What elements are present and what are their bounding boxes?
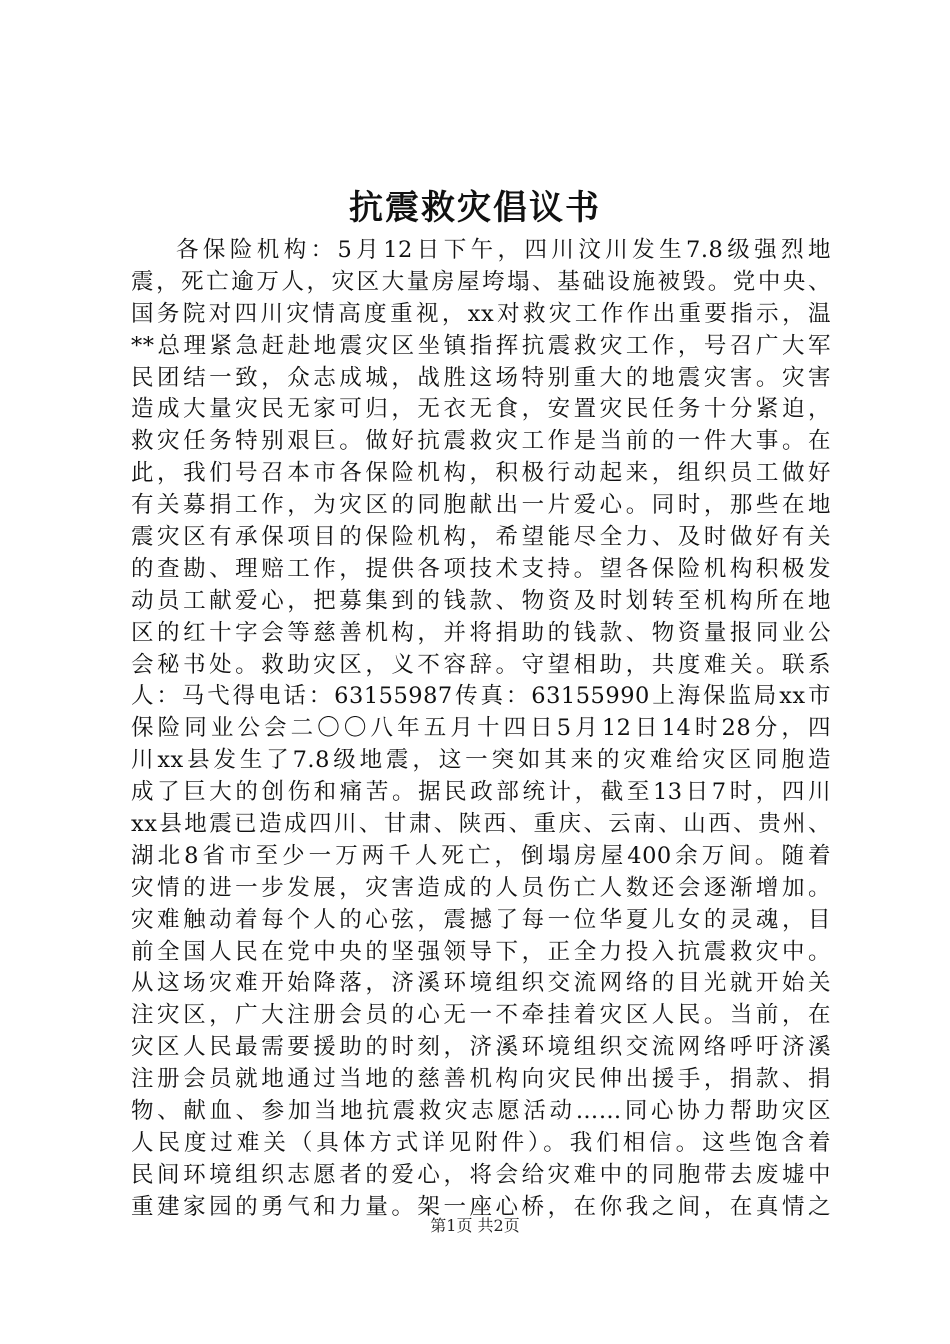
body-line: 重建家园的勇气和力量。架一座心桥，在你我之间，在真情之 bbox=[131, 1193, 831, 1220]
body-line: 注灾区，广大注册会员的心无一不牵挂着灾区人民。当前，在 bbox=[131, 1002, 831, 1029]
body-line: xx县地震已造成四川、甘肃、陕西、重庆、云南、山西、贵州、 bbox=[131, 811, 831, 838]
page-footer bbox=[0, 1215, 950, 1237]
body-line: 的查勘、理赔工作，提供各项技术支持。望各保险机构积极发 bbox=[131, 555, 831, 582]
page-number: 第1页 共2页 bbox=[430, 1216, 520, 1235]
body-line: 灾情的进一步发展，灾害造成的人员伤亡人数还会逐渐增加。 bbox=[131, 874, 831, 901]
body-line: 造成大量灾民无家可归，无衣无食，安置灾民任务十分紧迫， bbox=[131, 396, 831, 423]
body-line: 震灾区有承保项目的保险机构，希望能尽全力、及时做好有关 bbox=[131, 524, 831, 551]
body-line: 会秘书处。救助灾区，义不容辞。守望相助，共度难关。联系 bbox=[131, 651, 831, 678]
body-line: 此，我们号召本市各保险机构，积极行动起来，组织员工做好 bbox=[131, 460, 831, 487]
body-line: 成了巨大的创伤和痛苦。据民政部统计，截至13日7时，四川 bbox=[131, 779, 831, 806]
body-line: 有关募捐工作，为灾区的同胞献出一片爱心。同时，那些在地 bbox=[131, 492, 831, 519]
body-line: 灾区人民最需要援助的时刻，济溪环境组织交流网络呼吁济溪 bbox=[131, 1034, 831, 1061]
body-line: 人：马弋得电话：63155987传真：63155990上海保监局xx市 bbox=[131, 683, 831, 710]
body-line: 民间环境组织志愿者的爱心，将会给灾难中的同胞带去废墟中 bbox=[131, 1161, 831, 1188]
body-line: 各保险机构：5月12日下午，四川汶川发生7.8级强烈地 bbox=[176, 237, 831, 263]
body-line: 人民度过难关（具体方式详见附件）。我们相信。这些饱含着 bbox=[131, 1129, 831, 1156]
body-line: 从这场灾难开始降落，济溪环境组织交流网络的目光就开始关 bbox=[131, 970, 831, 997]
body-line: 灾难触动着每个人的心弦，震撼了每一位华夏儿女的灵魂，目 bbox=[131, 906, 831, 933]
body-line: 前全国人民在党中央的坚强领导下，正全力投入抗震救灾中。 bbox=[131, 938, 831, 965]
body-line: 民团结一致，众志成城，战胜这场特别重大的地震灾害。灾害 bbox=[131, 364, 831, 391]
body-line: 保险同业公会二〇〇八年五月十四日5月12日14时28分，四 bbox=[131, 715, 831, 742]
body-line: 区的红十字会等慈善机构，并将捐助的钱款、物资量报同业公 bbox=[131, 619, 831, 646]
body-line: **总理紧急赶赴地震灾区坐镇指挥抗震救灾工作，号召广大军 bbox=[131, 332, 831, 359]
body-line: 川xx县发生了7.8级地震，这一突如其来的灾难给灾区同胞造 bbox=[131, 747, 831, 774]
body-line: 震，死亡逾万人，灾区大量房屋垮塌、基础设施被毁。党中央、 bbox=[131, 268, 831, 295]
body-line: 救灾任务特别艰巨。做好抗震救灾工作是当前的一件大事。在 bbox=[131, 428, 831, 455]
document-body bbox=[131, 235, 831, 1224]
body-line: 物、献血、参加当地抗震救灾志愿活动……同心协力帮助灾区 bbox=[131, 1098, 831, 1125]
body-line: 注册会员就地通过当地的慈善机构向灾民伸出援手，捐款、捐 bbox=[131, 1066, 831, 1093]
document-title: 抗震救灾倡议书 bbox=[349, 188, 601, 228]
body-line: 动员工献爱心，把募集到的钱款、物资及时划转至机构所在地 bbox=[131, 587, 831, 614]
body-line: 湖北8省市至少一万两千人死亡，倒塌房屋400余万间。随着 bbox=[131, 842, 831, 869]
body-line: 国务院对四川灾情高度重视，xx对救灾工作作出重要指示，温 bbox=[131, 300, 831, 327]
